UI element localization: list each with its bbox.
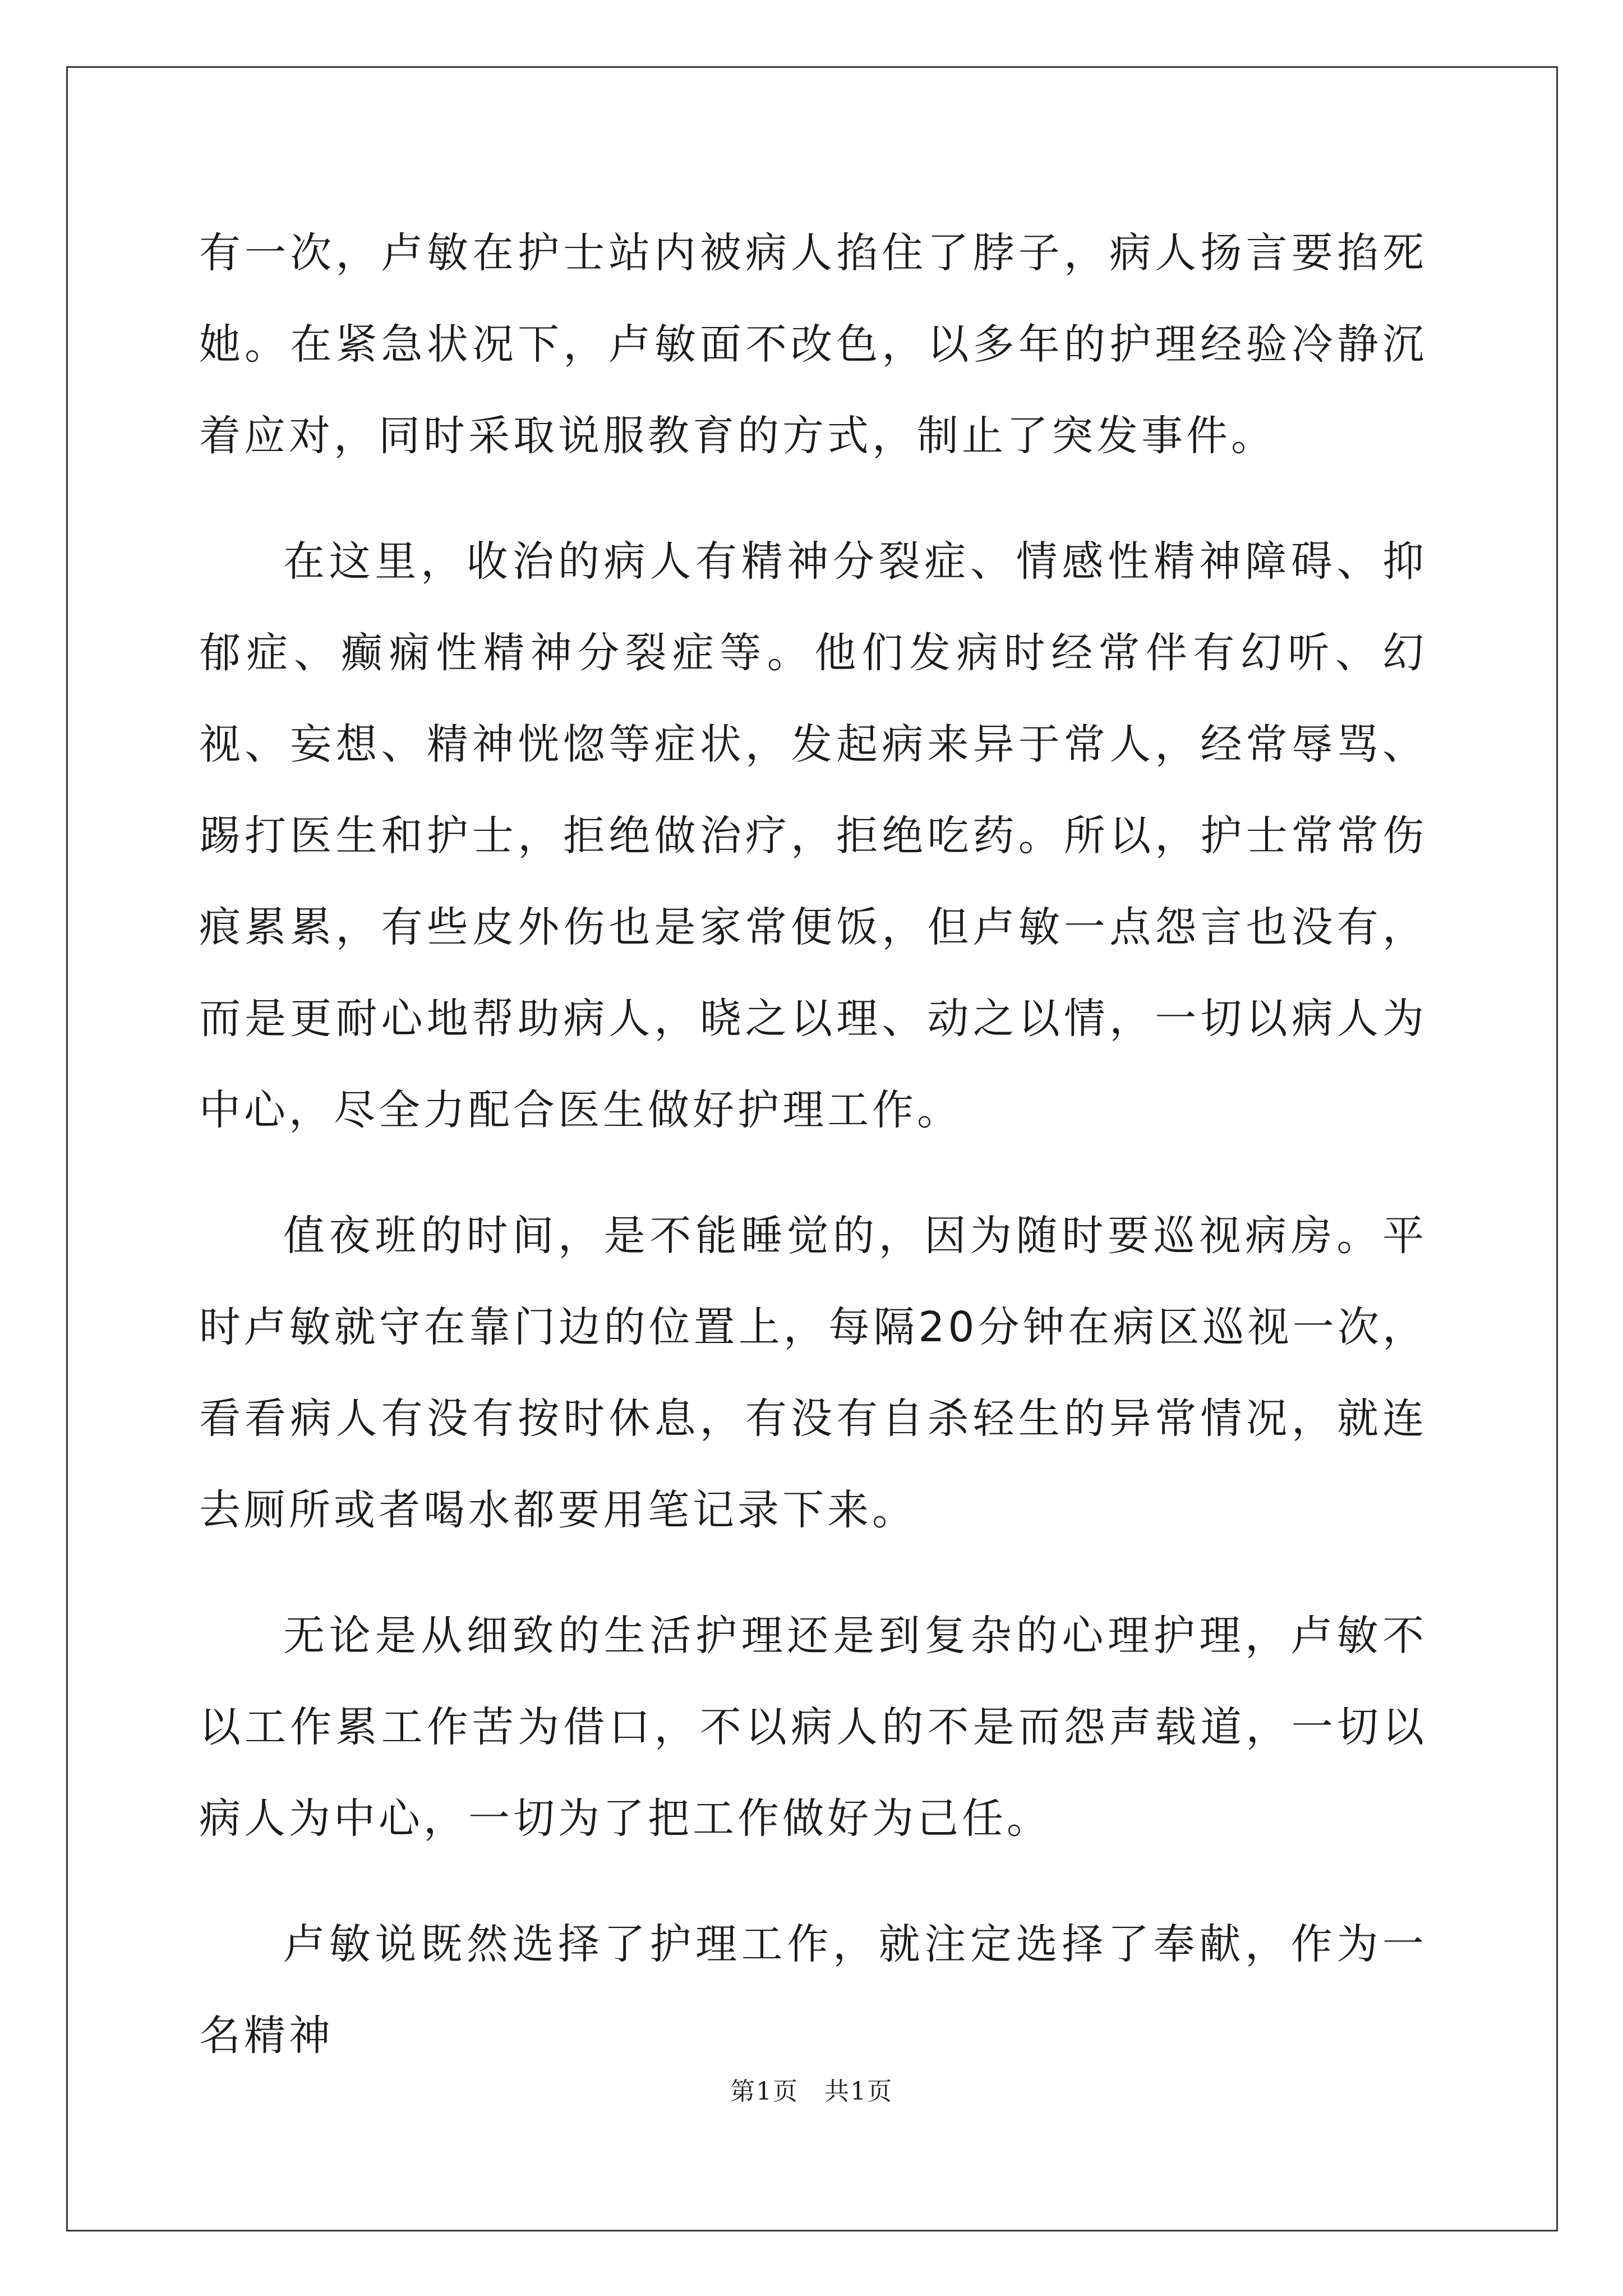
- paragraph-3: 值夜班的时间，是不能睡觉的，因为随时要巡视病房。平时卢敏就守在靠门边的位置上，每隔20分钟在病区巡视一次，看看病人有没有按时休息，有没有自杀轻生的异常情况，就连去厕所或者喝水都要用笔记录下来。: [199, 1212, 1427, 1534]
- page-number: 第1页 共1页: [730, 2077, 893, 2106]
- document-body: [199, 208, 1427, 2116]
- paragraph-5: 卢敏说既然选择了护理工作，就注定选择了奉献，作为一名精神: [199, 1920, 1427, 2060]
- paragraph-2: 在这里，收治的病人有精神分裂症、情感性精神障碍、抑郁症、癫痫性精神分裂症等。他们发病时经常伴有幻听、幻视、妄想、精神恍惚等症状，发起病来异于常人，经常辱骂、踢打医生和护士，拒绝做治疗，拒绝吃药。所以，护士常常伤痕累累，有些皮外伤也是家常便饭，但卢敏一点怨言也没有，而是更耐心地帮助病人，晓之以理、动之以情，一切以病人为中心，尽全力配合医生做好护理工作。: [199, 537, 1427, 1134]
- paragraph-1: 有一次，卢敏在护士站内被病人掐住了脖子，病人扬言要掐死她。在紧急状况下，卢敏面不改色，以多年的护理经验冷静沉着应对，同时采取说服教育的方式，制止了突发事件。: [199, 229, 1427, 460]
- paragraph-4: 无论是从细致的生活护理还是到复杂的心理护理，卢敏不以工作累工作苦为借口，不以病人的不是而怨声载道，一切以病人为中心，一切为了把工作做好为己任。: [199, 1612, 1427, 1843]
